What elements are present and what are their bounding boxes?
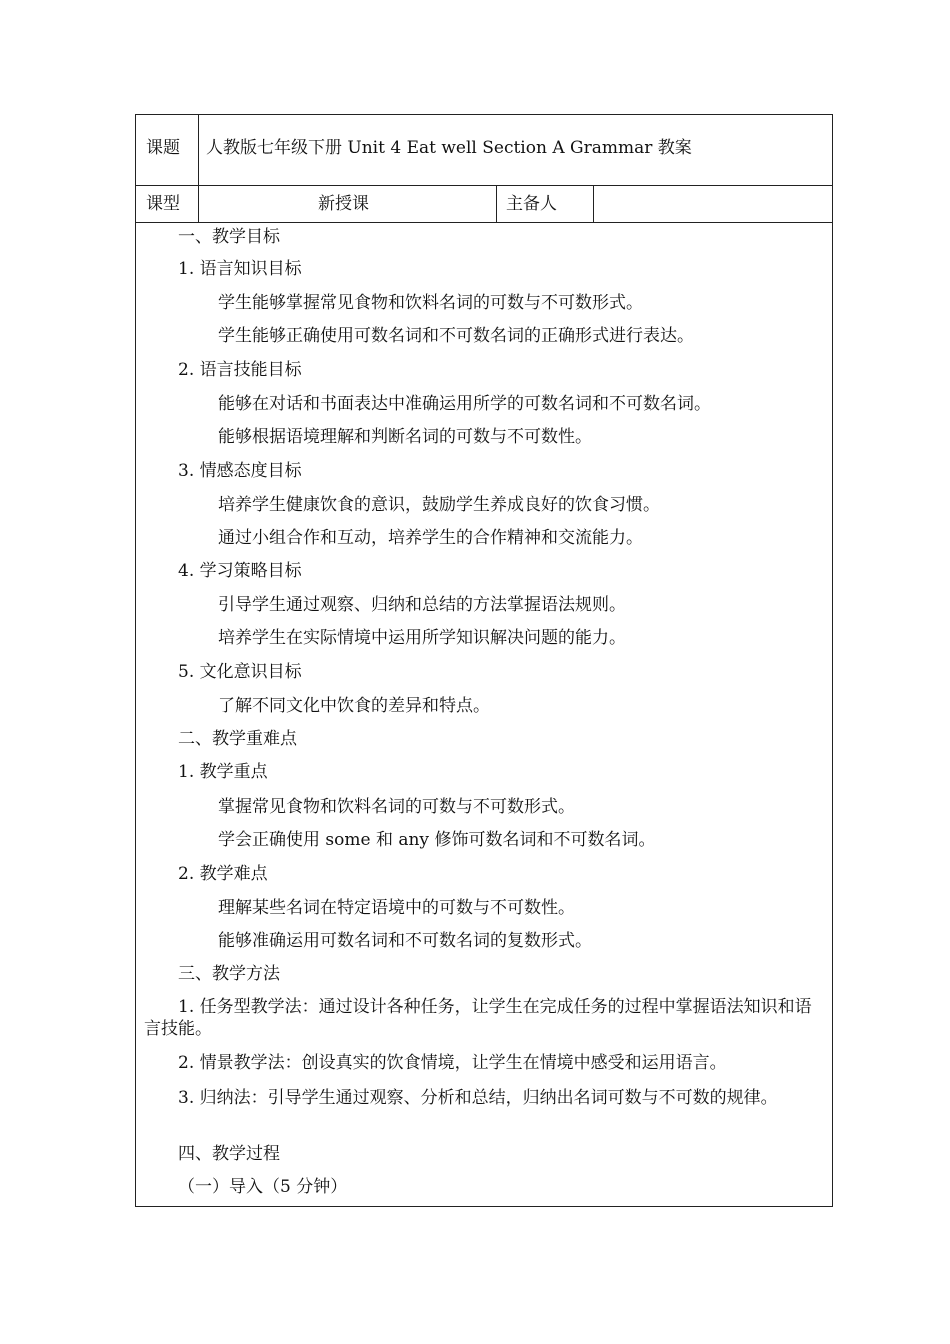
paragraph: 3. 归纳法：引导学生通过观察、分析和总结，归纳出名词可数与不可数的规律。 [178, 1088, 778, 1108]
lesson-body [136, 223, 832, 1206]
subsection-heading: 1. 教学重点 [178, 762, 268, 782]
type-value-cell [198, 186, 496, 222]
paragraph: 1. 任务型教学法：通过设计各种任务，让学生在完成任务的过程中掌握语法知识和语言技能。 [144, 997, 812, 1039]
paragraph: 学生能够掌握常见食物和饮料名词的可数与不可数形式。 [218, 293, 643, 313]
type-label: 课型 [146, 194, 180, 214]
topic-label-cell [136, 115, 198, 185]
paragraph: 学会正确使用 some 和 any 修饰可数名词和不可数名词。 [218, 830, 656, 850]
paragraph: 理解某些名词在特定语境中的可数与不可数性。 [218, 898, 575, 918]
paragraph: 通过小组合作和互动，培养学生的合作精神和交流能力。 [218, 528, 643, 548]
section-heading: 四、教学过程 [178, 1144, 280, 1164]
type-row [136, 186, 832, 223]
paragraph: 引导学生通过观察、归纳和总结的方法掌握语法规则。 [218, 595, 626, 615]
lesson-plan-table [135, 114, 833, 1207]
paragraph: 掌握常见食物和饮料名词的可数与不可数形式。 [218, 797, 575, 817]
subsection-heading: 2. 语言技能目标 [178, 360, 302, 380]
subsection-heading: 4. 学习策略目标 [178, 561, 302, 581]
preparer-label-cell [496, 186, 593, 222]
topic-value: 人教版七年级下册 Unit 4 Eat well Section A Grammar 教案 [206, 138, 692, 158]
paragraph: 培养学生在实际情境中运用所学知识解决问题的能力。 [218, 628, 626, 648]
subsection-heading: 3. 情感态度目标 [178, 461, 302, 481]
paragraph: 能够在对话和书面表达中准确运用所学的可数名词和不可数名词。 [218, 394, 711, 414]
section-heading: 二、教学重难点 [178, 729, 297, 749]
section-heading: 三、教学方法 [178, 964, 280, 984]
paragraph: 能够根据语境理解和判断名词的可数与不可数性。 [218, 427, 592, 447]
paragraph: 了解不同文化中饮食的差异和特点。 [218, 696, 490, 716]
paragraph: 学生能够正确使用可数名词和不可数名词的正确形式进行表达。 [218, 326, 694, 346]
subsection-heading: 1. 语言知识目标 [178, 259, 302, 279]
paragraph: 培养学生健康饮食的意识，鼓励学生养成良好的饮食习惯。 [218, 495, 660, 515]
type-label-cell [136, 186, 198, 222]
preparer-value-cell [593, 186, 832, 222]
topic-value-cell [198, 115, 832, 185]
preparer-label: 主备人 [506, 194, 557, 214]
subsection-heading: （一）导入（5 分钟） [178, 1177, 348, 1197]
section-heading: 一、教学目标 [178, 227, 280, 247]
topic-row [136, 115, 832, 186]
subsection-heading: 2. 教学难点 [178, 864, 268, 884]
topic-label: 课题 [146, 138, 180, 158]
type-value: 新授课 [318, 194, 369, 214]
subsection-heading: 5. 文化意识目标 [178, 662, 302, 682]
paragraph: 能够准确运用可数名词和不可数名词的复数形式。 [218, 931, 592, 951]
paragraph: 2. 情景教学法：创设真实的饮食情境，让学生在情境中感受和运用语言。 [178, 1053, 727, 1073]
